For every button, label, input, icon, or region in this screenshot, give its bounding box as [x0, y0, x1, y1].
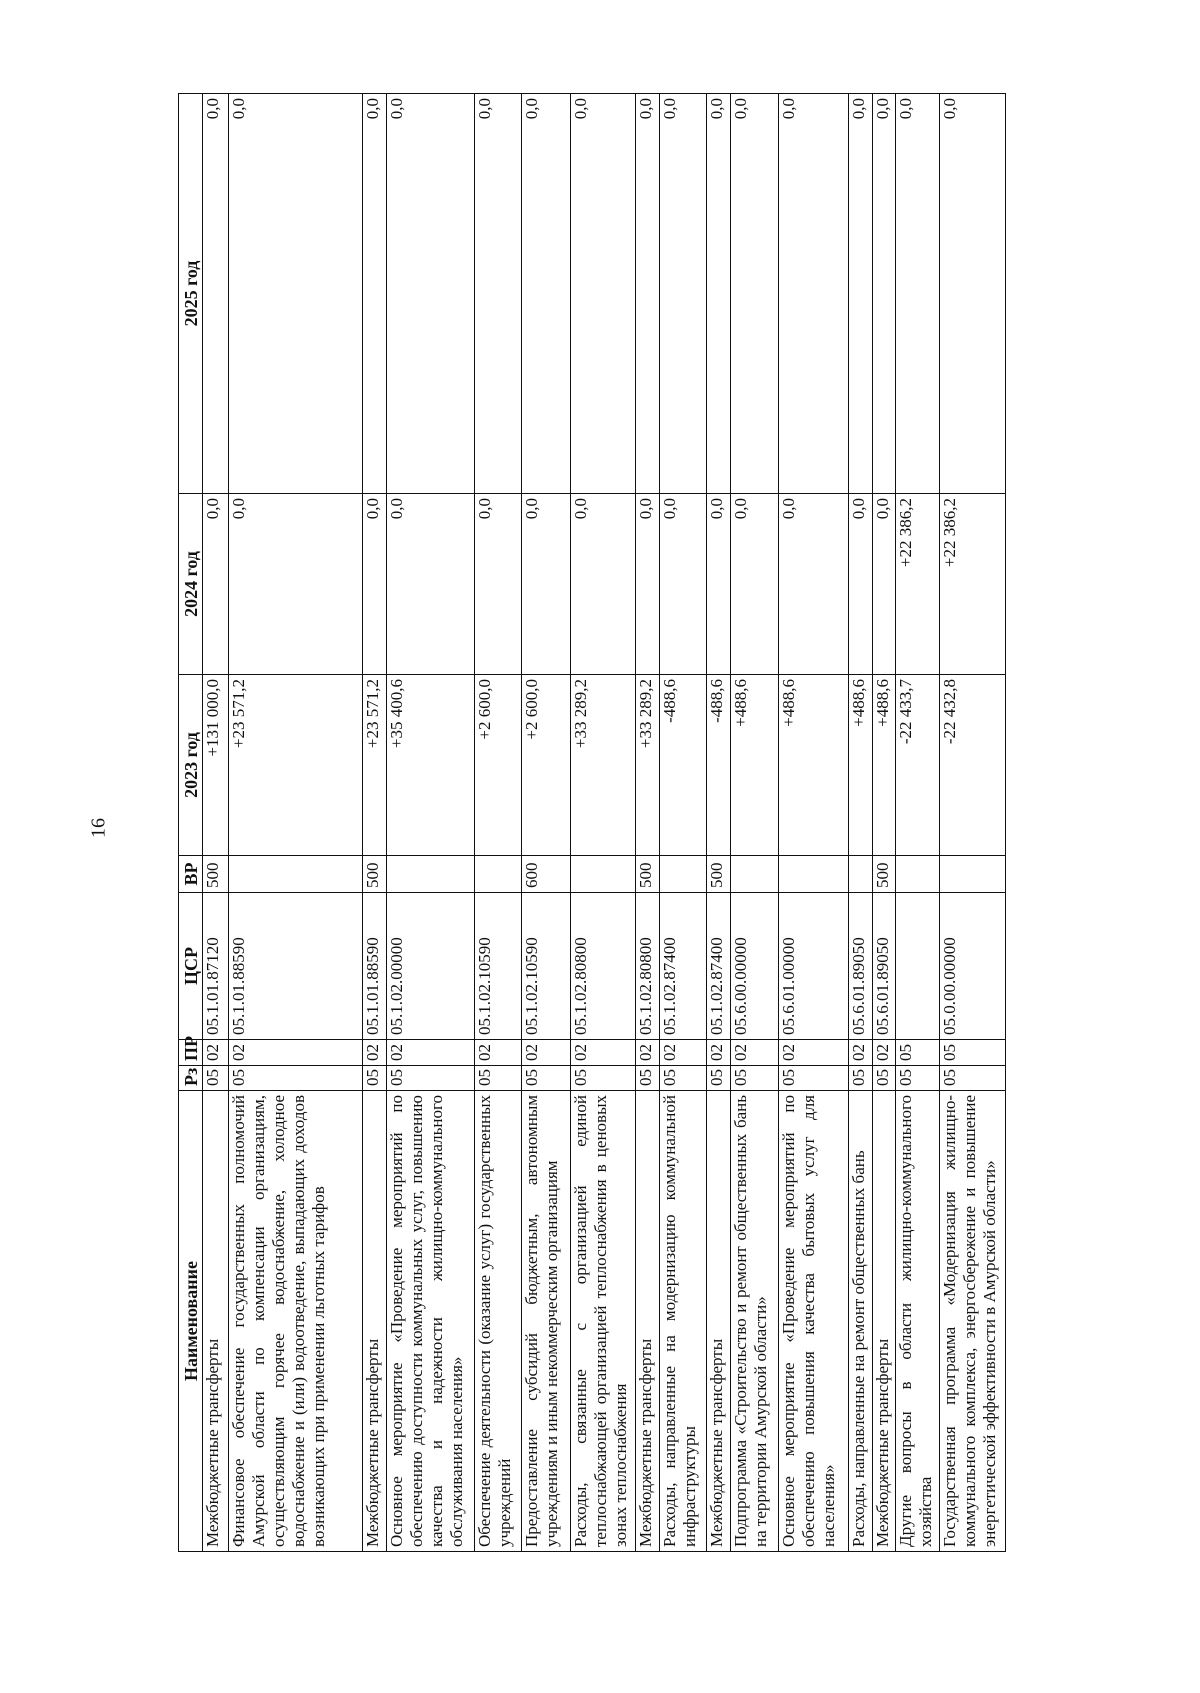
- cell-2023: +33 289,2: [636, 675, 660, 856]
- cell-pr: 02: [363, 1040, 387, 1066]
- cell-pr: 02: [386, 1040, 474, 1066]
- cell-vr: [386, 856, 474, 893]
- cell-2024: 0,0: [474, 494, 521, 675]
- cell-2023: +131 000,0: [203, 675, 229, 856]
- cell-name: Предоставление субсидий бюджетным, автономным учреждениям и иным некоммерческим организациям: [522, 1091, 570, 1552]
- cell-vr: [730, 856, 778, 893]
- cell-pr: 02: [570, 1040, 636, 1066]
- cell-2025: 0,0: [228, 94, 362, 494]
- cell-2024: 0,0: [848, 494, 872, 675]
- cell-2025: 0,0: [707, 94, 731, 494]
- table-row: [896, 94, 940, 1552]
- cell-pr: 02: [659, 1040, 706, 1066]
- header-2024: 2024 год: [179, 494, 203, 675]
- cell-csr: 05.1.02.10590: [474, 893, 521, 1040]
- cell-vr: [848, 856, 872, 893]
- cell-2024: 0,0: [872, 494, 896, 675]
- cell-name: Межбюджетные трансферты: [363, 1091, 387, 1552]
- cell-rz: 05: [522, 1066, 570, 1091]
- cell-2024: +22 386,2: [940, 494, 1006, 675]
- header-name: Наименование: [179, 1091, 203, 1552]
- cell-rz: 05: [386, 1066, 474, 1091]
- cell-pr: 02: [203, 1040, 229, 1066]
- cell-vr: [474, 856, 521, 893]
- cell-name: Основное мероприятие «Проведение мероприятий по обеспечению повышения качества бытовых услуг для населения»: [779, 1091, 849, 1552]
- cell-pr: 02: [474, 1040, 521, 1066]
- cell-vr: 500: [707, 856, 731, 893]
- cell-rz: 05: [659, 1066, 706, 1091]
- cell-2023: +488,6: [730, 675, 778, 856]
- cell-pr: 05: [896, 1040, 940, 1066]
- cell-rz: 05: [848, 1066, 872, 1091]
- page-number: 16: [87, 818, 110, 838]
- header-csr: ЦСР: [179, 893, 203, 1040]
- cell-vr: [228, 856, 362, 893]
- cell-2024: +22 386,2: [896, 494, 940, 675]
- cell-pr: 02: [872, 1040, 896, 1066]
- cell-2023: +33 289,2: [570, 675, 636, 856]
- cell-vr: [779, 856, 849, 893]
- table-row: [363, 94, 387, 1552]
- table-row: [940, 94, 1006, 1552]
- cell-rz: 05: [872, 1066, 896, 1091]
- cell-rz: 05: [940, 1066, 1006, 1091]
- cell-name: Межбюджетные трансферты: [872, 1091, 896, 1552]
- cell-name: Межбюджетные трансферты: [707, 1091, 731, 1552]
- cell-csr: 05.0.00.00000: [940, 893, 1006, 1040]
- cell-csr: 05.1.01.88590: [228, 893, 362, 1040]
- cell-2025: 0,0: [363, 94, 387, 494]
- header-2023: 2023 год: [179, 675, 203, 856]
- cell-name: Межбюджетные трансферты: [203, 1091, 229, 1552]
- cell-2023: +35 400,6: [386, 675, 474, 856]
- cell-2023: +488,6: [872, 675, 896, 856]
- cell-pr: 02: [779, 1040, 849, 1066]
- cell-pr: 02: [707, 1040, 731, 1066]
- cell-pr: 02: [636, 1040, 660, 1066]
- table-row: [203, 94, 229, 1552]
- cell-2024: 0,0: [522, 494, 570, 675]
- cell-csr: 05.1.02.10590: [522, 893, 570, 1040]
- cell-2025: 0,0: [570, 94, 636, 494]
- table-row: [570, 94, 636, 1552]
- cell-2023: +23 571,2: [228, 675, 362, 856]
- cell-2023: -488,6: [707, 675, 731, 856]
- cell-2023: +2 600,0: [474, 675, 521, 856]
- cell-2025: 0,0: [203, 94, 229, 494]
- cell-vr: [570, 856, 636, 893]
- cell-2025: 0,0: [872, 94, 896, 494]
- cell-vr: 500: [203, 856, 229, 893]
- cell-2024: 0,0: [228, 494, 362, 675]
- table-row: [872, 94, 896, 1552]
- cell-2024: 0,0: [386, 494, 474, 675]
- cell-csr: 05.6.01.89050: [872, 893, 896, 1040]
- cell-rz: 05: [474, 1066, 521, 1091]
- cell-rz: 05: [779, 1066, 849, 1091]
- cell-2024: 0,0: [363, 494, 387, 675]
- cell-2023: -22 432,8: [940, 675, 1006, 856]
- cell-2025: 0,0: [940, 94, 1006, 494]
- cell-csr: 05.1.02.80800: [636, 893, 660, 1040]
- cell-2025: 0,0: [779, 94, 849, 494]
- cell-vr: 500: [363, 856, 387, 893]
- cell-name: Подпрограмма «Строительство и ремонт общественных бань на территории Амурской области»: [730, 1091, 778, 1552]
- cell-name: Другие вопросы в области жилищно-коммунального хозяйства: [896, 1091, 940, 1552]
- cell-csr: 05.1.02.00000: [386, 893, 474, 1040]
- cell-rz: 05: [896, 1066, 940, 1091]
- cell-vr: [896, 856, 940, 893]
- table-row: [707, 94, 731, 1552]
- cell-2025: 0,0: [848, 94, 872, 494]
- cell-rz: 05: [228, 1066, 362, 1091]
- cell-2023: +23 571,2: [363, 675, 387, 856]
- cell-2024: 0,0: [730, 494, 778, 675]
- cell-name: Обеспечение деятельности (оказание услуг) государственных учреждений: [474, 1091, 521, 1552]
- cell-2025: 0,0: [659, 94, 706, 494]
- header-pr: ПР: [179, 1040, 203, 1066]
- cell-2025: 0,0: [522, 94, 570, 494]
- table-row: [730, 94, 778, 1552]
- table-row: [659, 94, 706, 1552]
- cell-csr: 05.1.02.87400: [659, 893, 706, 1040]
- cell-2025: 0,0: [474, 94, 521, 494]
- table-row: [779, 94, 849, 1552]
- cell-vr: 500: [636, 856, 660, 893]
- cell-pr: 02: [228, 1040, 362, 1066]
- table-row: [386, 94, 474, 1552]
- header-vr: ВР: [179, 856, 203, 893]
- cell-vr: [659, 856, 706, 893]
- cell-2023: +2 600,0: [522, 675, 570, 856]
- cell-rz: 05: [730, 1066, 778, 1091]
- cell-vr: 500: [872, 856, 896, 893]
- table-row: [848, 94, 872, 1552]
- cell-2025: 0,0: [636, 94, 660, 494]
- cell-2024: 0,0: [659, 494, 706, 675]
- cell-rz: 05: [570, 1066, 636, 1091]
- table-header-row: [179, 94, 203, 1552]
- cell-2024: 0,0: [203, 494, 229, 675]
- cell-csr: 05.1.01.88590: [363, 893, 387, 1040]
- cell-2023: -488,6: [659, 675, 706, 856]
- cell-vr: 600: [522, 856, 570, 893]
- cell-pr: 05: [940, 1040, 1006, 1066]
- table-row: [474, 94, 521, 1552]
- budget-table: [178, 93, 1006, 1552]
- table-row: [522, 94, 570, 1552]
- cell-pr: 02: [730, 1040, 778, 1066]
- cell-2024: 0,0: [636, 494, 660, 675]
- header-2025: 2025 год: [179, 94, 203, 494]
- table-row: [636, 94, 660, 1552]
- cell-2024: 0,0: [570, 494, 636, 675]
- cell-name: Основное мероприятие «Проведение мероприятий по обеспечению доступности коммунальных услуг, повышению качества и надежности жилищно-коммунального обслуживания населения»: [386, 1091, 474, 1552]
- cell-rz: 05: [203, 1066, 229, 1091]
- cell-csr: [896, 893, 940, 1040]
- cell-2024: 0,0: [779, 494, 849, 675]
- cell-rz: 05: [707, 1066, 731, 1091]
- cell-name: Расходы, связанные с организацией единой теплоснабжающей организацией теплоснабжения в ценовых зонах теплоснабжения: [570, 1091, 636, 1552]
- cell-pr: 02: [522, 1040, 570, 1066]
- cell-vr: [940, 856, 1006, 893]
- header-rz: Рз: [179, 1066, 203, 1091]
- cell-name: Финансовое обеспечение государственных полномочий Амурской области по компенсации организациям, осуществляющим горячее водоснабжение, холодное водоснабжение и (или) водоотведение, выпадающих доходов возникающих при применении льготных тарифов: [228, 1091, 362, 1552]
- cell-csr: 05.1.01.87120: [203, 893, 229, 1040]
- cell-csr: 05.1.02.80800: [570, 893, 636, 1040]
- cell-name: Межбюджетные трансферты: [636, 1091, 660, 1552]
- cell-csr: 05.6.00.00000: [730, 893, 778, 1040]
- cell-2023: -22 433,7: [896, 675, 940, 856]
- table-body: [203, 94, 1006, 1552]
- cell-name: Расходы, направленные на ремонт общественных бань: [848, 1091, 872, 1552]
- rotated-page-content: [178, 94, 1006, 1552]
- cell-csr: 05.6.01.00000: [779, 893, 849, 1040]
- cell-rz: 05: [636, 1066, 660, 1091]
- cell-csr: 05.6.01.89050: [848, 893, 872, 1040]
- cell-name: Государственная программа «Модернизация жилищно-коммунального комплекса, энергосбережение и повышение энергетической эффективности в Амурской области»: [940, 1091, 1006, 1552]
- cell-csr: 05.1.02.87400: [707, 893, 731, 1040]
- cell-name: Расходы, направленные на модернизацию коммунальной инфраструктуры: [659, 1091, 706, 1552]
- cell-2024: 0,0: [707, 494, 731, 675]
- cell-2023: +488,6: [779, 675, 849, 856]
- table-row: [228, 94, 362, 1552]
- cell-rz: 05: [363, 1066, 387, 1091]
- cell-2025: 0,0: [730, 94, 778, 494]
- cell-2023: +488,6: [848, 675, 872, 856]
- cell-pr: 02: [848, 1040, 872, 1066]
- cell-2025: 0,0: [896, 94, 940, 494]
- cell-2025: 0,0: [386, 94, 474, 494]
